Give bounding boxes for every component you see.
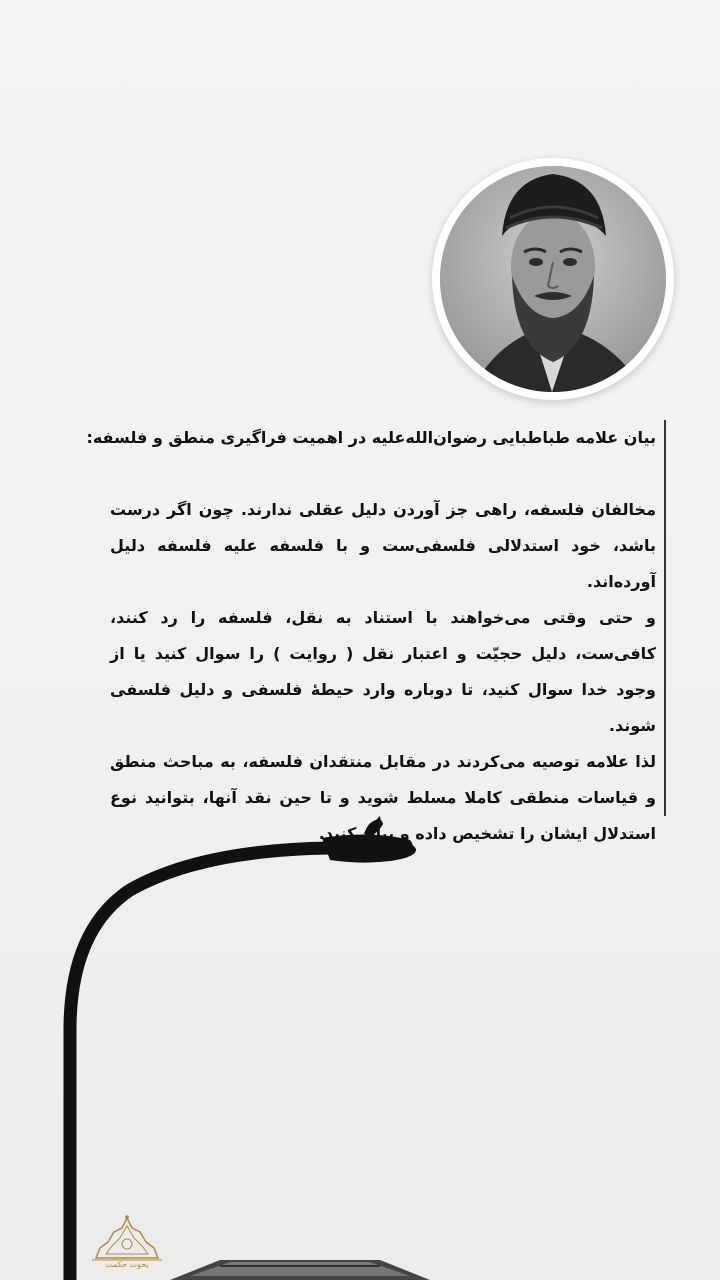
quote-block	[86, 420, 666, 843]
street-lamp-graphic	[0, 800, 720, 1280]
quote-title: بیان علامه طباطبایی رضوان‌الله‌علیه در اهمیت فراگیری منطق و فلسفه:	[86, 428, 656, 447]
quote-paragraph: و حتی وقتی می‌خواهند با استناد به نقل، فلسفه را رد کنند، کافی‌ست، دلیل حجیّت و اعتبار نقل ( روایت ) را سوال کنید یا از وجود خدا سوال کنید، تا دوباره وارد حیطهٔ فلسفی و دلیل فلسفی شوند.	[110, 608, 656, 735]
brand-text: بحوث حکمت	[105, 1260, 149, 1269]
quote-paragraph: لذا علامه توصیه می‌کردند در مقابل منتقدان فلسفه، به مباحث منطق و قیاسات منطقی کاملا مسلط شوید و تا حین نقد آنها، بتوانید نوع استدلال ایشان را تشخیص داده و بیان کنید.	[110, 752, 656, 843]
scholar-portrait	[440, 166, 666, 392]
spacer	[110, 456, 656, 492]
quote-paragraph: مخالفان فلسفه، راهی جز آوردن دلیل عقلی ندارند. چون اگر درست باشد، خود استدلالی فلسفی‌ست و با فلسفه علیه فلسفه دلیل آورده‌اند.	[110, 500, 656, 591]
